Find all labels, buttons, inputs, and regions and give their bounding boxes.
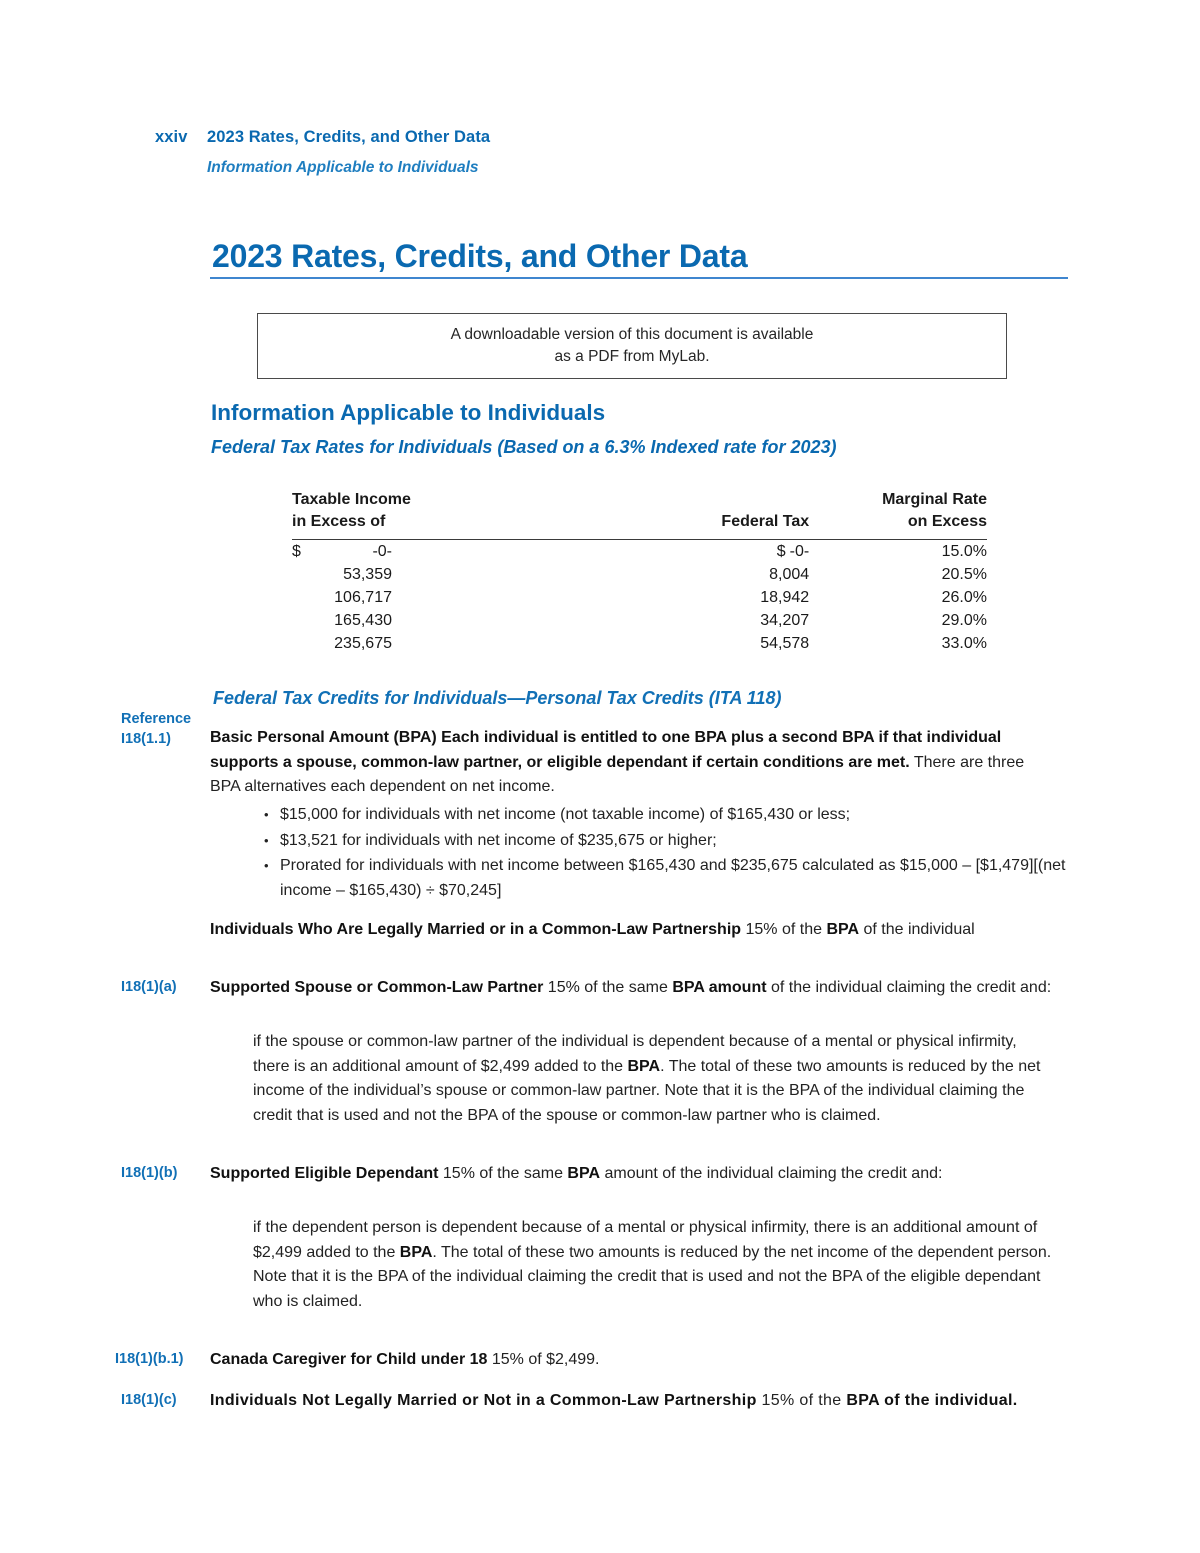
supported-dependant-tail2-text: amount of the individual claiming the credit and: [600, 1165, 943, 1182]
page-folio: xxiv [155, 128, 188, 146]
cell-taxable-income: -0- [372, 543, 392, 560]
reference-column-label: Reference [121, 711, 192, 727]
section-heading-individuals: Information Applicable to Individuals [211, 400, 606, 425]
paragraph-supported-dependant-detail [253, 1216, 1056, 1314]
cell-marginal-rate: 29.0% [941, 612, 987, 629]
table-header-marginal-rate [837, 489, 987, 536]
caregiver-tail-text: 15% of $2,499. [487, 1351, 600, 1368]
not-married-tail-text: 15% of the [756, 1392, 847, 1409]
paragraph-not-legally-married [210, 1389, 1056, 1414]
supported-spouse-tail2-text: of the individual claiming the credit and: [766, 979, 1052, 996]
supported-spouse-detail-text: if the spouse or common-law partner of the individual is dependent because of a mental or physical infirmity, there is an additional amount of $2,499 added to the [253, 1033, 1017, 1075]
federal-tax-rates-table-body [292, 540, 987, 656]
cell-federal-tax: 18,942 [760, 589, 810, 606]
federal-tax-rates-table [292, 489, 987, 655]
bpa-lead-text: Basic Personal Amount (BPA) Each individual is entitled to one BPA plus a second BPA if that individual supports a spouse, common-law partner, or eligible dependant if certain conditions are met. [210, 729, 1002, 771]
supported-dependant-detail2-text: . The total of these two amounts is reduced by the net income of the dependent person. Note that it is the BPA of the individual claiming the credit that is used and not the BPA of the eligible dependant who is claimed. [253, 1243, 1052, 1310]
list-item: • $15,000 for individuals with net income (not taxable income) of $165,430 or less; [280, 803, 1080, 828]
married-tail-text: 15% of the [741, 921, 827, 938]
table-row [292, 563, 987, 586]
paragraph-basic-personal-amount [210, 726, 1056, 800]
table-row [292, 632, 987, 655]
table-row [292, 586, 987, 609]
title-underline-rule [210, 277, 1068, 279]
table-header-taxable-income [292, 489, 580, 536]
reference-118-1-b: I18(1)(b) [121, 1165, 178, 1181]
not-married-lead2-text: BPA of the individual. [846, 1392, 1018, 1409]
supported-dependant-detail-text: if the dependent person is dependent because of a mental or physical infirmity, there is an additional amount of $2,499 added to the [253, 1219, 1038, 1261]
supported-dependant-lead-text: Supported Eligible Dependant [210, 1165, 439, 1182]
cell-marginal-rate: 33.0% [941, 635, 987, 652]
list-item: • $13,521 for individuals with net income of $235,675 or higher; [280, 829, 1080, 854]
supported-spouse-lead-text: Supported Spouse or Common-Law Partner [210, 979, 544, 996]
married-tail2-text: of the individual [859, 921, 975, 938]
supported-spouse-detail-bold-bpa: BPA [627, 1057, 661, 1075]
cell-marginal-rate: 20.5% [941, 566, 987, 583]
cell-federal-tax: 34,207 [760, 612, 810, 629]
download-notice-box [257, 313, 1007, 379]
cell-taxable-income: 53,359 [343, 566, 392, 583]
cell-marginal-rate: 26.0% [941, 589, 987, 606]
table-row [292, 609, 987, 632]
cell-taxable-income: 235,675 [334, 635, 392, 652]
cell-marginal-rate: 15.0% [941, 543, 987, 560]
cell-tax-currency-symbol: $ [776, 543, 786, 560]
cell-currency-symbol: $ [292, 543, 301, 560]
caregiver-lead-text: Canada Caregiver for Child under 18 [210, 1351, 488, 1368]
supported-spouse-tail-text: 15% of the same [543, 979, 673, 996]
running-head-title: 2023 Rates, Credits, and Other Data [207, 128, 491, 146]
subsection-heading-personal-tax-credits: Federal Tax Credits for Individuals—Personal Tax Credits (ITA 118) [213, 688, 782, 708]
supported-dependant-tail-text: 15% of the same [438, 1165, 568, 1182]
married-lead-text: Individuals Who Are Legally Married or in a Common-Law Partnership [210, 921, 742, 938]
paragraph-supported-eligible-dependant [210, 1162, 1056, 1187]
married-bold-bpa: BPA [826, 921, 860, 938]
paragraph-supported-spouse-detail [253, 1030, 1056, 1128]
supported-dependant-bold-bpa: BPA [567, 1165, 601, 1182]
cell-federal-tax: 8,004 [769, 566, 810, 583]
running-head-title-line [155, 128, 1055, 147]
bpa-alternatives-list [258, 803, 1080, 904]
reference-118-1-a: I18(1)(a) [121, 979, 177, 995]
download-notice-line1: A downloadable version of this document is available [450, 326, 814, 343]
page-title: 2023 Rates, Credits, and Other Data [212, 238, 748, 274]
download-notice-line2: as a PDF from MyLab. [554, 348, 710, 365]
list-item: • Prorated for individuals with net income between $165,430 and $235,675 calculated as $15,000 – [$1,479][(net income – $165,430) ÷ $70,245] [280, 854, 1080, 903]
running-head [155, 128, 1055, 177]
reference-118-1-c: I18(1)(c) [121, 1392, 177, 1408]
reference-118-1-1: I18(1.1) [121, 731, 171, 747]
cell-taxable-income: 106,717 [334, 589, 392, 606]
supported-spouse-detail2-text: . The total of these two amounts is reduced by the net income of the individual’s spouse or common-law partner. Note that it is the BPA of the individual claiming the credit that is used and not the BPA of the spouse or common-law partner who is claimed. [253, 1057, 1041, 1124]
supported-dependant-detail-bold-bpa: BPA [399, 1243, 433, 1261]
running-head-subtitle: Information Applicable to Individuals [207, 159, 479, 176]
paragraph-supported-spouse [210, 976, 1056, 1001]
cell-taxable-income: 165,430 [334, 612, 392, 629]
table-header-marginal-rate-line1: Marginal Rate [882, 491, 987, 508]
table-header-federal-tax [580, 489, 837, 536]
supported-spouse-bold-bpa: BPA amount [672, 979, 767, 996]
not-married-lead-text: Individuals Not Legally Married or Not in a Common-Law Partnership [210, 1392, 757, 1409]
paragraph-legally-married [210, 918, 1056, 943]
table-header-taxable-income-line1: Taxable Income [292, 491, 411, 508]
reference-118-1-b1: I18(1)(b.1) [115, 1351, 184, 1367]
cell-federal-tax: 54,578 [760, 635, 810, 652]
table-row [292, 540, 987, 564]
table-header-marginal-rate-line2: on Excess [907, 513, 987, 530]
cell-federal-tax: -0- [789, 543, 810, 560]
subsection-heading-federal-rates: Federal Tax Rates for Individuals (Based on a 6.3% Indexed rate for 2023) [211, 437, 837, 457]
paragraph-canada-caregiver-child [210, 1348, 1056, 1373]
bpa-tail-text: There are three BPA alternatives each dependent on net income. [210, 753, 1025, 795]
table-header-taxable-income-line2: in Excess of [292, 513, 386, 530]
table-header-federal-tax-label: Federal Tax [721, 513, 810, 530]
